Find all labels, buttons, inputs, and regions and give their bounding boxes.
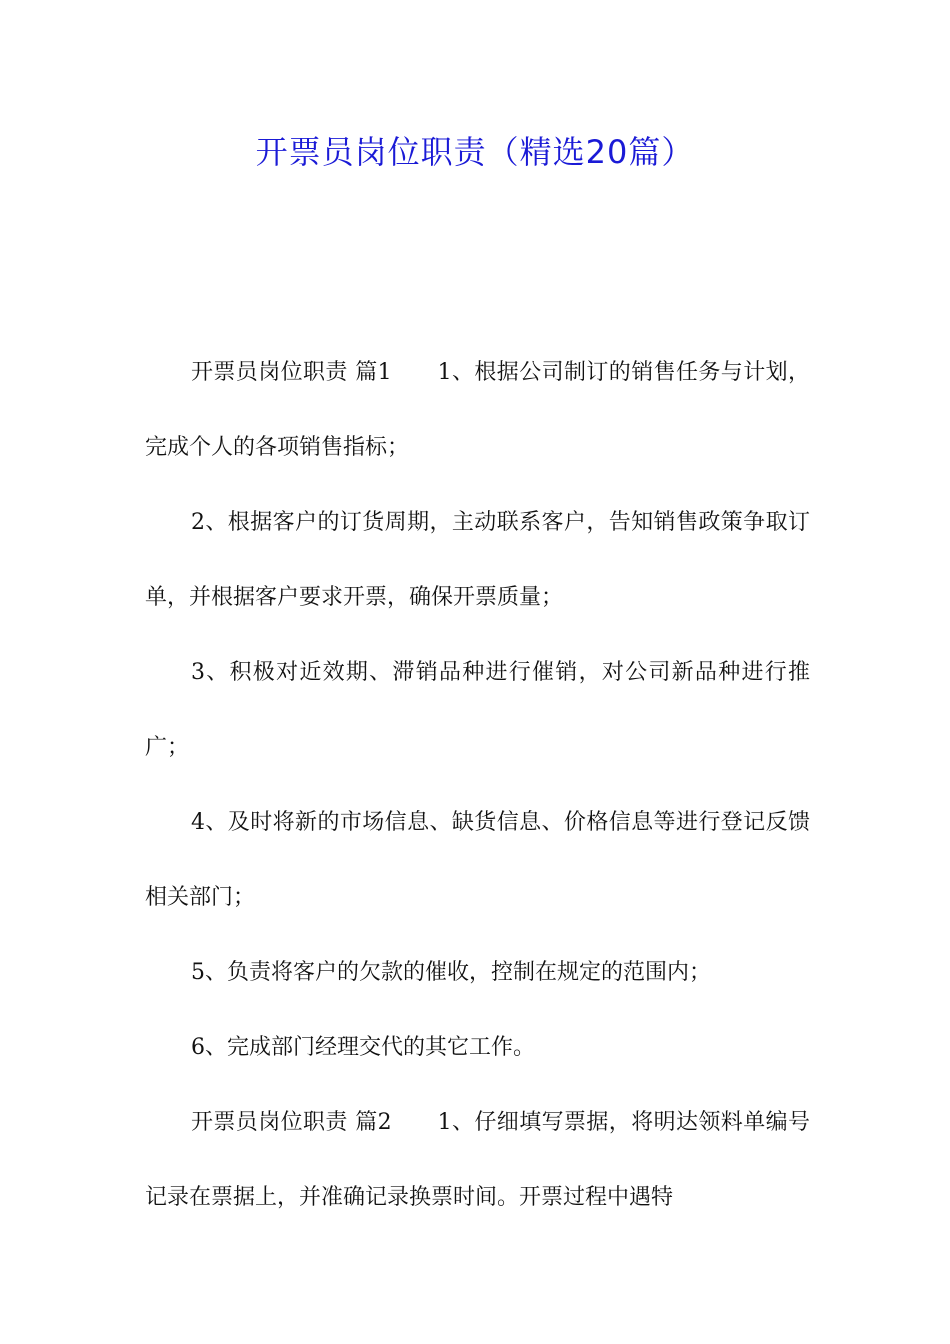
paragraph-text: 1、根据公司制订的销售任务与计划，完成个人的各项销售指标； bbox=[145, 360, 810, 460]
paragraph bbox=[145, 335, 810, 485]
document-body bbox=[145, 335, 810, 1235]
paragraph-text: 6、完成部门经理交代的其它工作。 bbox=[191, 1035, 535, 1060]
paragraph bbox=[145, 485, 810, 635]
paragraph bbox=[145, 1085, 810, 1235]
paragraph-text: 4、及时将新的市场信息、缺货信息、价格信息等进行登记反馈相关部门； bbox=[145, 810, 810, 910]
document-title: 开票员岗位职责（精选20篇） bbox=[255, 133, 695, 171]
paragraph-text: 2、根据客户的订货周期，主动联系客户，告知销售政策争取订单，并根据客户要求开票，确保开票质量； bbox=[145, 510, 810, 610]
paragraph bbox=[145, 785, 810, 935]
section-heading: 开票员岗位职责 篇1 bbox=[191, 360, 392, 385]
section-heading: 开票员岗位职责 篇2 bbox=[191, 1110, 392, 1135]
paragraph-text: 3、积极对近效期、滞销品种进行催销，对公司新品种进行推广； bbox=[145, 660, 810, 760]
paragraph bbox=[145, 1010, 810, 1085]
paragraph-text: 1、仔细填写票据，将明达领料单编号记录在票据上，并准确记录换票时间。开票过程中遇特 bbox=[145, 1110, 810, 1210]
paragraph bbox=[145, 935, 810, 1010]
paragraph bbox=[145, 635, 810, 785]
paragraph-text: 5、负责将客户的欠款的催收，控制在规定的范围内； bbox=[191, 960, 711, 985]
